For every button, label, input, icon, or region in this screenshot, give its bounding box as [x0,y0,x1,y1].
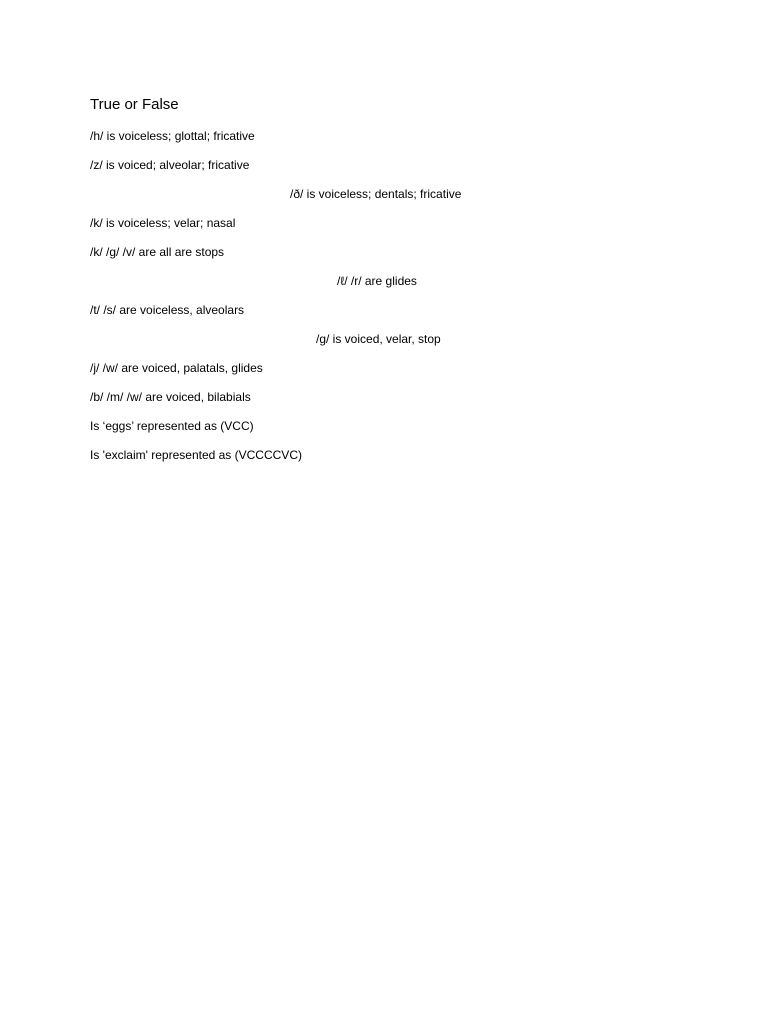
question-item: Is 'exclaim' represented as (VCCCCVC) [90,448,302,462]
statement-item: /ð/ is voiceless; dentals; fricative [290,187,462,201]
statement-item: /k/ is voiceless; velar; nasal [90,216,236,230]
statement-item: /ℓ/ /r/ are glides [337,274,417,288]
statement-item: /ɡ/ is voiced, velar, stop [316,332,441,346]
statement-item: /j/ /w/ are voiced, palatals, glides [90,361,263,375]
statement-item: /t/ /s/ are voiceless, alveolars [90,303,245,317]
statement-item: /h/ is voiceless; glottal; fricative [90,129,255,143]
question-item: Is ‘eggs’ represented as (VCC) [90,419,254,433]
statement-item: /k/ /g/ /v/ are all are stops [90,245,225,259]
statement-item: /b/ /m/ /w/ are voiced, bilabials [90,390,251,404]
statement-item: /z/ is voiced; alveolar; fricative [90,158,250,172]
document-title: True or False [90,96,179,113]
